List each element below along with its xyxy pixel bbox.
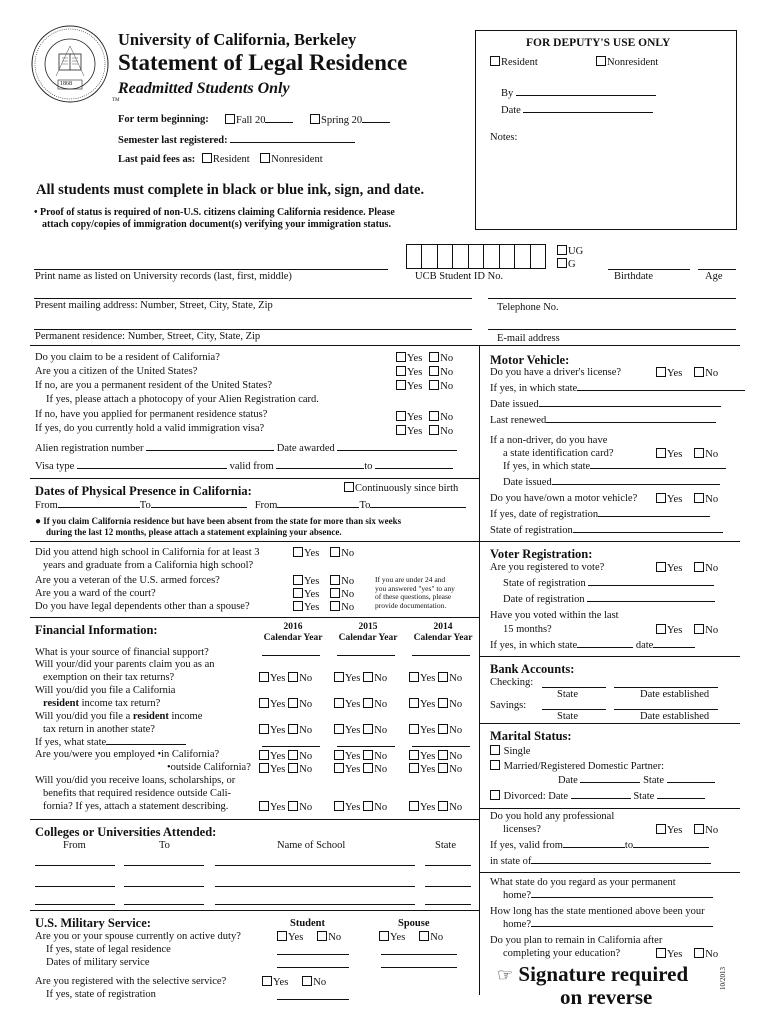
deputy-title: FOR DEPUTY'S USE ONLY (526, 37, 671, 49)
no-checkbox[interactable] (438, 672, 448, 682)
no-checkbox[interactable] (694, 948, 704, 958)
form-code: 10/2013 (719, 967, 727, 990)
no-checkbox[interactable] (694, 448, 704, 458)
page-subtitle: Readmitted Students Only (118, 80, 290, 97)
signature-notice (497, 963, 688, 986)
yn-state-id: Yes No (656, 448, 718, 460)
yes-checkbox[interactable] (396, 380, 406, 390)
no-checkbox[interactable] (438, 763, 448, 773)
yes-checkbox[interactable] (334, 698, 344, 708)
yes-checkbox[interactable] (334, 801, 344, 811)
yes-checkbox[interactable] (396, 411, 406, 421)
no-checkbox[interactable] (363, 750, 373, 760)
yes-checkbox[interactable] (334, 750, 344, 760)
no-checkbox[interactable] (330, 575, 340, 585)
yn-permanent-resident: Yes No (396, 380, 453, 392)
yes-checkbox[interactable] (409, 724, 419, 734)
deputy-date: Date (501, 105, 653, 116)
yes-checkbox[interactable] (334, 672, 344, 682)
q-ca-tax-a: Will you/did you file a California (35, 685, 176, 696)
fin-yn: Yes No (334, 750, 387, 762)
no-checkbox[interactable] (302, 976, 312, 986)
yn-hs: Yes No (293, 547, 354, 559)
military-title: U.S. Military Service: (35, 916, 151, 930)
presence-row: From To From To (35, 500, 466, 511)
license-state-input[interactable] (577, 390, 745, 391)
instructions-main: All students must complete in black or blue ink, sign, and date. (36, 182, 425, 198)
q-ca-tax-b: resident income tax return? (43, 698, 161, 709)
valid-to-input[interactable] (633, 847, 709, 848)
q-citizen: Are you a citizen of the United States? (35, 366, 198, 377)
last-paid: Last paid fees as: Resident Nonresident (118, 154, 323, 165)
yn-selective: Yes No (262, 976, 326, 988)
marital-title: Marital Status: (490, 729, 572, 743)
military-student: Student (290, 918, 326, 929)
q-loans-b: benefits that required residence outside Cali- (43, 788, 232, 799)
yes-checkbox[interactable] (396, 352, 406, 362)
g-checkbox[interactable] (557, 258, 567, 268)
marital-divorced: Divorced: Date State (490, 790, 705, 802)
permanent-label: Permanent residence: Number, Street, City, State, Zip (35, 331, 261, 342)
sid-label: UCB Student ID No. (415, 271, 504, 282)
no-checkbox[interactable] (419, 931, 429, 941)
g-option: G (557, 258, 576, 270)
yes-checkbox[interactable] (656, 948, 666, 958)
id-state-input[interactable] (590, 468, 726, 469)
student-id-boxes[interactable] (406, 244, 546, 269)
yn-active-spouse: Yes No (379, 931, 443, 943)
year-2016: 2016 Calendar Year (263, 622, 323, 643)
ug-checkbox[interactable] (557, 245, 567, 255)
q-remain-b: completing your education? (503, 948, 621, 959)
yn-remain: Yes No (656, 948, 718, 960)
q-license-state: If yes, in which state (490, 383, 745, 394)
fin-yn: Yes No (409, 724, 462, 736)
q-hs-1: Did you attend high school in California for at least 3 (35, 547, 260, 558)
yes-checkbox[interactable] (259, 763, 269, 773)
yes-checkbox[interactable] (293, 575, 303, 585)
yes-checkbox[interactable] (656, 562, 666, 572)
yes-checkbox[interactable] (334, 763, 344, 773)
alien-reg-row: Alien registration number Date awarded (35, 443, 457, 454)
yn-dependents: Yes No (293, 601, 354, 613)
q-remain-a: Do you plan to remain in California after (490, 935, 663, 946)
no-checkbox[interactable] (694, 624, 704, 634)
no-checkbox[interactable] (330, 588, 340, 598)
yn-applied-permanent: Yes No (396, 411, 453, 423)
financial-title: Financial Information: (35, 623, 158, 637)
q-applied-permanent: If no, have you applied for permanent residence status? (35, 409, 268, 420)
q-other-tax-b: tax return in another state? (43, 724, 155, 735)
married-date-input[interactable] (580, 782, 640, 783)
yes-checkbox[interactable] (409, 672, 419, 682)
no-checkbox[interactable] (288, 763, 298, 773)
voter-title: Voter Registration: (490, 547, 593, 561)
q-how-long-a: How long has the state mentioned above been your (490, 906, 705, 917)
email-label: E-mail address (497, 333, 560, 344)
fin-yn: Yes No (259, 672, 312, 684)
signature-line2: on reverse (560, 985, 653, 1009)
no-checkbox[interactable] (429, 352, 439, 362)
yes-checkbox[interactable] (409, 763, 419, 773)
q-loans-c: fornia? If yes, attach a statement describing. (43, 801, 229, 812)
valid-from-input[interactable] (276, 468, 364, 469)
q-other-tax-a: Will you/did you file a resident income (35, 711, 203, 722)
yes-checkbox[interactable] (259, 698, 269, 708)
visa-row: Visa type valid from to (35, 461, 453, 472)
no-checkbox[interactable] (317, 931, 327, 941)
fin-yn: Yes No (334, 698, 387, 710)
university-seal (30, 24, 110, 104)
ug-option: UG (557, 245, 583, 257)
fin-yn: Yes No (259, 698, 312, 710)
q-vote-date: Date of registration (503, 594, 715, 605)
q-vote-state: State of registration (503, 578, 714, 589)
married-state-input[interactable] (667, 782, 715, 783)
presence-title: Dates of Physical Presence in California: (35, 484, 252, 498)
q-active-duty: Are you or your spouse currently on active duty? (35, 931, 241, 942)
q-dependents: Do you have legal dependents other than a spouse? (35, 601, 250, 612)
q-ward: Are you a ward of the court? (35, 588, 156, 599)
fin-yn: Yes No (409, 763, 462, 775)
trademark: TM (112, 98, 120, 103)
no-checkbox[interactable] (288, 750, 298, 760)
q-employed-b: •outside California? (167, 762, 251, 773)
yes-checkbox[interactable] (409, 750, 419, 760)
yes-checkbox[interactable] (396, 366, 406, 376)
yn-citizen: Yes No (396, 366, 453, 378)
q-id-issued: Date issued (503, 477, 720, 488)
term-spring: Spring 20 (310, 114, 390, 126)
year-2015: 2015 Calendar Year (338, 622, 398, 643)
q-how-long-b: home? (503, 919, 713, 930)
hs-note: If you are under 24 and you answered "yes" to any of these questions, please provide documentation. (375, 575, 455, 610)
no-checkbox[interactable] (363, 763, 373, 773)
savings-state-label: State (557, 711, 578, 722)
visa-type-input[interactable] (77, 468, 227, 469)
deputy-notes: Notes: (490, 132, 518, 143)
yes-checkbox[interactable] (259, 672, 269, 682)
paid-nonresident-checkbox[interactable] (260, 153, 270, 163)
q-licenses-b: licenses? (503, 824, 541, 835)
yn-vote: Yes No (656, 562, 718, 574)
no-checkbox[interactable] (363, 801, 373, 811)
valid-from-input[interactable] (563, 847, 625, 848)
yes-checkbox[interactable] (334, 724, 344, 734)
fin-yn: Yes No (334, 672, 387, 684)
fin-yn: Yes No (409, 698, 462, 710)
fin-yn: Yes No (259, 750, 312, 762)
fin-yn: Yes No (259, 724, 312, 736)
fin-yn: Yes No (409, 801, 462, 813)
no-checkbox[interactable] (363, 698, 373, 708)
no-checkbox[interactable] (694, 824, 704, 834)
no-checkbox[interactable] (429, 425, 439, 435)
vehicle-date-input[interactable] (598, 516, 710, 517)
q-licenses-valid: If yes, valid from to (490, 840, 709, 851)
yes-checkbox[interactable] (379, 931, 389, 941)
license-issued-input[interactable] (539, 406, 721, 407)
paid-resident-checkbox[interactable] (202, 153, 212, 163)
deputy-by: By (501, 88, 656, 99)
q-licenses-a: Do you hold any professional (490, 811, 615, 822)
q-voted-state: If yes, in which state date (490, 640, 695, 651)
fin-yn: Yes No (334, 724, 387, 736)
col-school: Name of School (277, 840, 346, 851)
voted-state-input[interactable] (577, 647, 633, 648)
marital-married: Married/Registered Domestic Partner: (490, 760, 664, 772)
married-checkbox[interactable] (490, 760, 500, 770)
no-checkbox[interactable] (288, 672, 298, 682)
yn-license: Yes No (656, 367, 718, 379)
yes-checkbox[interactable] (259, 750, 269, 760)
q-source-support: What is your source of financial support? (35, 647, 209, 658)
checking-date-label: Date established (640, 689, 710, 700)
q-loans-a: Will you/did you receive loans, scholarships, or (35, 775, 236, 786)
no-checkbox[interactable] (694, 562, 704, 572)
year-2014: 2014 Calendar Year (413, 622, 473, 643)
page-title: Statement of Legal Residence (118, 50, 408, 75)
col-state: State (435, 840, 456, 851)
yn-vehicle: Yes No (656, 493, 718, 505)
yn-valid-visa: Yes No (396, 425, 453, 437)
divorced-date-input[interactable] (571, 798, 631, 799)
no-checkbox[interactable] (363, 672, 373, 682)
license-renewed-input[interactable] (546, 422, 716, 423)
yes-checkbox[interactable] (259, 724, 269, 734)
no-checkbox[interactable] (330, 547, 340, 557)
continuous-option: Continuously since birth (344, 482, 458, 494)
yes-checkbox[interactable] (259, 801, 269, 811)
birthdate-label: Birthdate (614, 271, 654, 282)
semester-last: Semester last registered: (118, 135, 355, 146)
q-valid-visa: If yes, do you currently hold a valid immigration visa? (35, 423, 265, 434)
deputy-by-input[interactable] (516, 95, 656, 96)
yes-checkbox[interactable] (396, 425, 406, 435)
no-checkbox[interactable] (429, 366, 439, 376)
term-fall: Fall 20 (225, 114, 293, 126)
divorced-checkbox[interactable] (490, 790, 500, 800)
age-label: Age (705, 271, 723, 282)
continuous-checkbox[interactable] (344, 482, 354, 492)
no-checkbox[interactable] (694, 367, 704, 377)
q-employed-a: Are you/were you employed •in California? (35, 749, 220, 760)
fall-checkbox[interactable] (225, 114, 235, 124)
no-checkbox[interactable] (694, 493, 704, 503)
yn-active-student: Yes No (277, 931, 341, 943)
voted-date-input[interactable] (653, 647, 695, 648)
q-licenses-state: in state of (490, 856, 711, 867)
q-veteran: Are you a veteran of the U.S. armed forces? (35, 575, 220, 586)
q-permanent-resident: If no, are you a permanent resident of the United States? (35, 380, 273, 391)
no-checkbox[interactable] (438, 724, 448, 734)
deputy-nonresident-checkbox[interactable] (596, 56, 606, 66)
checking-state-label: State (557, 689, 578, 700)
bank-title: Bank Accounts: (490, 662, 575, 676)
yn-claim-resident: Yes No (396, 352, 453, 364)
fin-yn: Yes No (259, 801, 312, 813)
single-checkbox[interactable] (490, 745, 500, 755)
q-id-state: If yes, in which state (503, 461, 726, 472)
bank-savings: Savings: (490, 700, 527, 711)
q-nondriver-b: a state identification card? (503, 448, 614, 459)
no-checkbox[interactable] (363, 724, 373, 734)
no-checkbox[interactable] (288, 698, 298, 708)
vote-state-input[interactable] (588, 585, 714, 586)
deputy-resident: Resident (490, 56, 538, 68)
q-vehicle-state: State of registration (490, 525, 723, 536)
no-checkbox[interactable] (330, 601, 340, 611)
q-what-state: If yes, what state (35, 737, 186, 748)
vehicle-state-input[interactable] (573, 532, 723, 533)
q-state-registration: If yes, state of registration (46, 989, 156, 1000)
deputy-nonresident: Nonresident (596, 56, 658, 68)
id-issued-input[interactable] (552, 484, 720, 485)
presence-note2: during the last 12 months, please attach a statement explaining your absence. (46, 527, 342, 537)
q-license-issued: Date issued (490, 399, 721, 410)
fin-yn: Yes No (334, 801, 387, 813)
q-voted-b: 15 months? (503, 624, 552, 635)
q-parents-claim-b: exemption on their tax returns? (43, 672, 175, 683)
no-checkbox[interactable] (438, 801, 448, 811)
fin-yn: Yes No (409, 750, 462, 762)
q-legal-residence: If yes, state of legal residence (46, 944, 171, 955)
q-vehicle-date: If yes, date of registration (490, 509, 710, 520)
no-checkbox[interactable] (438, 698, 448, 708)
yes-checkbox[interactable] (656, 493, 666, 503)
yes-checkbox[interactable] (293, 588, 303, 598)
valid-to-input[interactable] (375, 468, 453, 469)
colleges-title: Colleges or Universities Attended: (35, 825, 217, 839)
presence-to-input[interactable] (151, 507, 247, 508)
mailing-label: Present mailing address: Number, Street, City, State, Zip (35, 300, 273, 311)
yes-checkbox[interactable] (656, 824, 666, 834)
yes-checkbox[interactable] (277, 931, 287, 941)
q-dates-service: Dates of military service (46, 957, 150, 968)
q-claim-resident: Do you claim to be a resident of California? (35, 352, 220, 363)
semester-input[interactable] (230, 142, 355, 143)
presence-from-input[interactable] (58, 507, 140, 508)
q-own-vehicle: Do you have/own a motor vehicle? (490, 493, 638, 504)
date-awarded-input[interactable] (337, 450, 457, 451)
motor-title: Motor Vehicle: (490, 353, 570, 367)
deputy-date-input[interactable] (523, 112, 653, 113)
q-voted-a: Have you voted within the last (490, 610, 619, 621)
deputy-box (475, 30, 737, 230)
fin-yn: Yes No (409, 672, 462, 684)
what-state-input[interactable] (106, 744, 186, 745)
presence-to2-input[interactable] (370, 507, 466, 508)
university-name: University of California, Berkeley (118, 30, 357, 49)
fin-yn: Yes No (259, 763, 312, 775)
yes-checkbox[interactable] (262, 976, 272, 986)
col-to: To (159, 840, 170, 851)
q-permanent-home-b: home? (503, 890, 713, 901)
term-label: For term beginning: (118, 114, 209, 125)
military-spouse: Spouse (398, 918, 430, 929)
yn-ward: Yes No (293, 588, 354, 600)
pointing-hand-icon: ☞ (497, 965, 514, 985)
yes-checkbox[interactable] (656, 624, 666, 634)
print-name-label: Print name as listed on University records (last, first, middle) (35, 271, 292, 282)
q-parents-claim-a: Will your/did your parents claim you as an (35, 659, 215, 670)
yes-checkbox[interactable] (656, 367, 666, 377)
yes-checkbox[interactable] (293, 547, 303, 557)
no-checkbox[interactable] (288, 801, 298, 811)
permanent-home-input[interactable] (531, 897, 713, 898)
no-checkbox[interactable] (438, 750, 448, 760)
bank-checking: Checking: (490, 677, 534, 688)
spring-checkbox[interactable] (310, 114, 320, 124)
q-hs-2: years and graduate from a California high school? (43, 560, 254, 571)
yn-licenses: Yes No (656, 824, 718, 836)
no-checkbox[interactable] (288, 724, 298, 734)
married-date-state: Date State (558, 775, 715, 786)
q-nondriver-a: If a non-driver, do you have (490, 435, 608, 446)
telephone-label: Telephone No. (497, 302, 559, 313)
divorced-state-input[interactable] (657, 798, 705, 799)
yes-checkbox[interactable] (409, 801, 419, 811)
q-selective: Are you registered with the selective service? (35, 976, 227, 987)
deputy-resident-checkbox[interactable] (490, 56, 500, 66)
marital-single: Single (490, 745, 530, 757)
yn-veteran: Yes No (293, 575, 354, 587)
signature-line1: Signature required (518, 962, 689, 986)
yes-checkbox[interactable] (293, 601, 303, 611)
q-license-renewed: Last renewed (490, 415, 716, 426)
instructions-bullet2: attach copy/copies of immigration document(s) verifying your immigration status. (42, 219, 391, 230)
how-long-input[interactable] (531, 926, 713, 927)
alien-input[interactable] (146, 450, 274, 451)
yn-voted: Yes No (656, 624, 718, 636)
yes-checkbox[interactable] (409, 698, 419, 708)
col-from: From (63, 840, 86, 851)
fin-yn: Yes No (334, 763, 387, 775)
q-attach-alien: If yes, please attach a photocopy of your Alien Registration card. (46, 394, 319, 405)
instructions-bullet1: • Proof of status is required of non-U.S. citizens claiming California residence. Please (34, 207, 395, 218)
presence-from2-input[interactable] (277, 507, 359, 508)
no-checkbox[interactable] (429, 411, 439, 421)
presence-note1: ● If you claim California residence but have been absent from the state for more than six weeks (35, 516, 402, 527)
seal-year: 1868 (60, 81, 72, 87)
q-registered-vote: Are you registered to vote? (490, 562, 605, 573)
q-permanent-home-a: What state do you regard as your permanent (490, 877, 676, 888)
vote-date-input[interactable] (587, 601, 715, 602)
q-drivers-license: Do you have a driver's license? (490, 367, 622, 378)
license-instate-input[interactable] (531, 863, 711, 864)
savings-date-label: Date established (640, 711, 710, 722)
no-checkbox[interactable] (429, 380, 439, 390)
yes-checkbox[interactable] (656, 448, 666, 458)
